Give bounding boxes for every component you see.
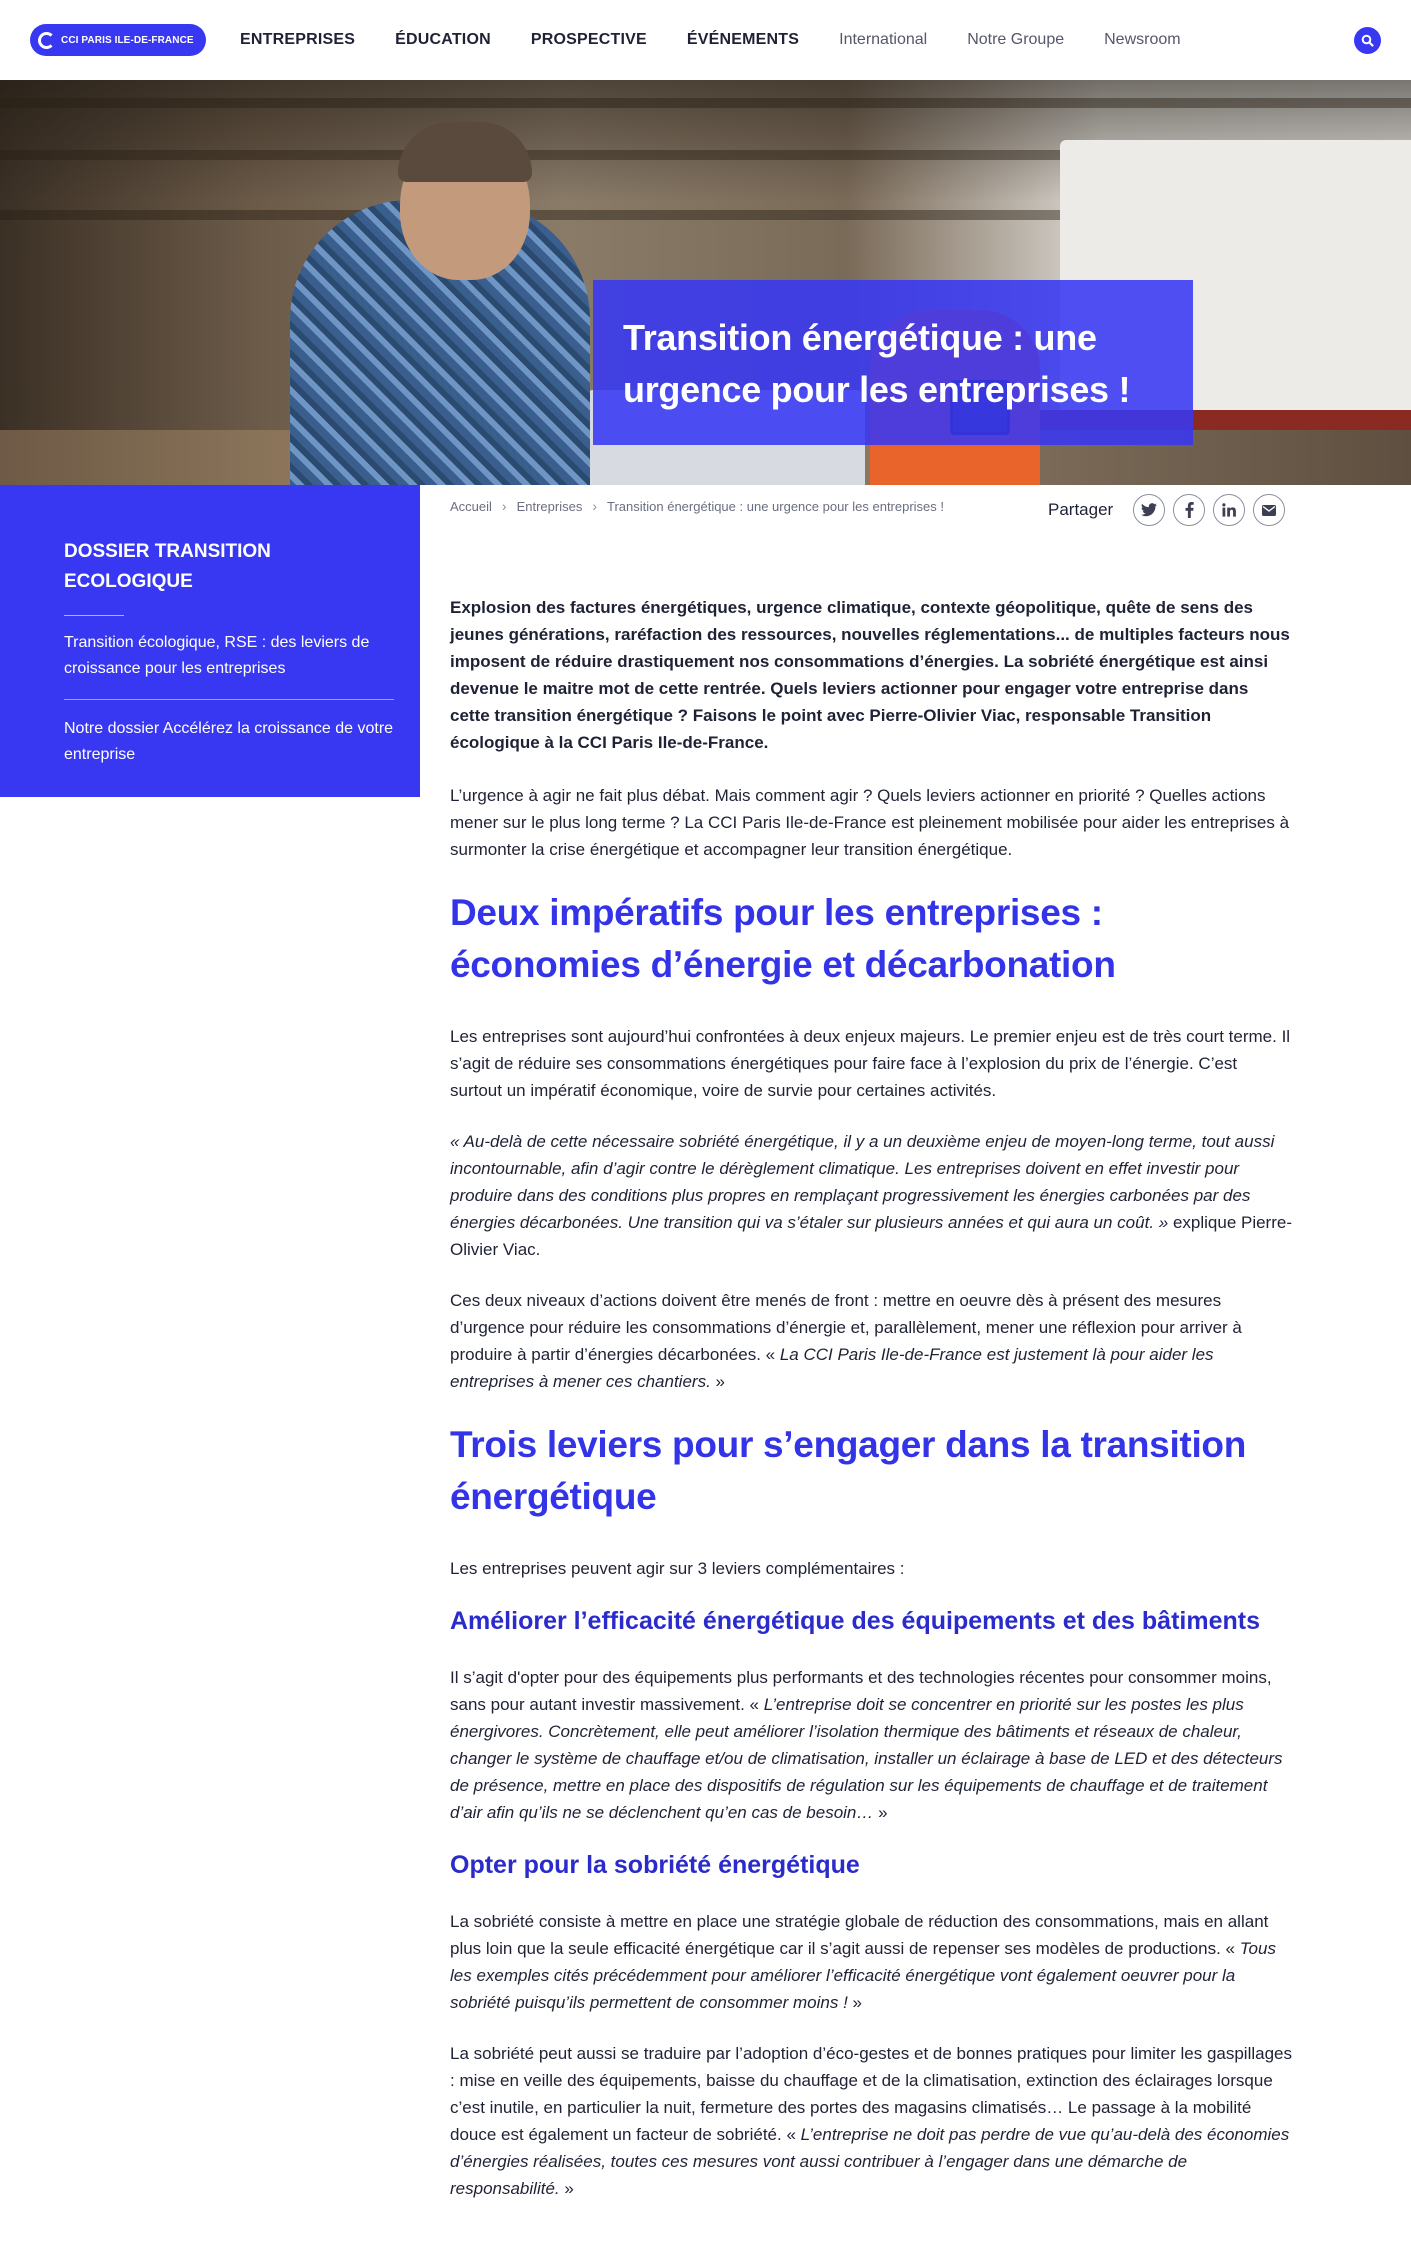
quote-close: »: [559, 2179, 574, 2198]
nav-entreprises[interactable]: ENTREPRISES: [240, 31, 356, 48]
nav-international[interactable]: International: [839, 31, 928, 48]
paragraph: Les entreprises peuvent agir sur 3 leviers complémentaires :: [450, 1559, 905, 1578]
paragraph-text: Ces deux niveaux d’actions doivent être menés de front : mettre en oeuvre dès à présent des mesures d’urgence pour réduire les consommations d’énergie et, parallèlement, mener une réflexion pour arriver à produire à partir d’énergies décarbonées. «: [450, 1291, 1242, 1364]
quote-close: »: [847, 1993, 862, 2012]
nav-education[interactable]: ÉDUCATION: [395, 31, 491, 48]
top-navigation: [0, 0, 1411, 80]
chevron-right-icon: ›: [592, 498, 598, 514]
sidebar-title: DOSSIER TRANSITION ECOLOGIQUE: [64, 541, 271, 592]
logo-text: CCI PARIS ILE-DE-FRANCE: [61, 34, 194, 46]
dossier-sidebar: [0, 485, 420, 797]
hero-photo-detail: [0, 98, 1411, 108]
breadcrumb-current: Transition énergétique : une urgence pour les entreprises !: [607, 498, 945, 514]
article-intro: L’urgence à agir ne fait plus débat. Mais comment agir ? Quels leviers actionner en priorité ? Quelles actions mener sur le plus long terme ? La CCI Paris Ile-de-France est pleinement mobilisée pour aider les entreprises à surmonter la crise énergétique et accompagner leur transition énergétique.: [450, 786, 1290, 859]
cci-logo-icon: [38, 32, 55, 49]
facebook-icon[interactable]: [1173, 494, 1205, 526]
chevron-right-icon: ›: [501, 498, 507, 514]
share-label: Partager: [1048, 500, 1114, 519]
facebook-glyph: [1185, 502, 1194, 518]
section-heading-imperatifs: Deux impératifs pour les entreprises : économies d’énergie et décarbonation: [450, 892, 1116, 985]
nav-notre-groupe[interactable]: Notre Groupe: [967, 31, 1065, 48]
hero-title-card: [593, 280, 1193, 445]
divider: [64, 615, 124, 616]
mail-icon[interactable]: [1253, 494, 1285, 526]
paragraph-text: La sobriété peut aussi se traduire par l’adoption d’éco-gestes et de bonnes pratiques pour limiter les gaspillages : mise en veille des équipements, baisse du chauffage et de la climatisation, extinction des éclairages lorsque c’est inutile, en particulier la nuit, fermeture des portes des magasins climatisés… Le passage à la mobilité douce est également un facteur de sobriété. «: [450, 2044, 1293, 2144]
paragraph: [450, 1664, 1292, 1826]
quote-attribution: explique Pierre-Olivier Viac.: [450, 1213, 1292, 1259]
paragraph: [450, 1908, 1292, 2016]
search-icon: [1361, 34, 1374, 47]
sidebar-link-croissance[interactable]: Notre dossier Accélérez la croissance de votre entreprise: [64, 720, 394, 763]
quote-text: L’entreprise doit se concentrer en priorité sur les postes les plus énergivores. Concrètement, elle peut améliorer l’isolation thermique des bâtiments et réseaux de chaleur, changer le système de chauffage et/ou de climatisation, installer un éclairage à base de LED et des détecteurs de présence, mettre en place des dispositifs de régulation sur les équipements de chauffage et de traitement d’air afin qu’ils ne se déclenchent qu’en cas de besoin…: [450, 1695, 1283, 1822]
divider: [64, 699, 394, 700]
mail-glyph: [1262, 505, 1276, 516]
nav-evenements[interactable]: ÉVÉNEMENTS: [686, 31, 800, 48]
nav-newsroom[interactable]: Newsroom: [1104, 31, 1181, 48]
sidebar-link-rse[interactable]: Transition écologique, RSE : des leviers de croissance pour les entreprises: [64, 634, 370, 677]
cci-logo[interactable]: [30, 24, 206, 56]
linkedin-glyph: [1222, 503, 1236, 517]
subheading-sobriete: Opter pour la sobriété énergétique: [450, 1851, 860, 1879]
twitter-glyph: [1141, 503, 1157, 517]
linkedin-icon[interactable]: [1213, 494, 1245, 526]
hero-photo-hair: [398, 122, 532, 182]
quote-close: »: [710, 1372, 725, 1391]
quote-text: L’entreprise ne doit pas perdre de vue qu’au-delà des économies d’énergies réalisées, toutes ces mesures vont aussi contribuer à l’engager dans une démarche de responsabilité.: [450, 2125, 1290, 2198]
nav-prospective[interactable]: PROSPECTIVE: [530, 31, 647, 48]
paragraph-text: Il s’agit d'opter pour des équipements plus performants et des technologies récentes pour consommer moins, sans pour autant investir massivement. «: [450, 1668, 1272, 1714]
twitter-icon[interactable]: [1133, 494, 1165, 526]
breadcrumb-accueil[interactable]: Accueil: [450, 498, 492, 514]
paragraph: [450, 1287, 1292, 1395]
page-title: Transition énergétique : une urgence pour les entreprises !: [623, 317, 1131, 410]
search-button[interactable]: [1354, 27, 1381, 54]
article-body: [450, 594, 1292, 2226]
quote-text: « Au-delà de cette nécessaire sobriété énergétique, il y a un deuxième enjeu de moyen-long terme, tout aussi incontournable, afin d’agir contre le dérèglement climatique. Les entreprises doivent en effet investir pour produire dans des conditions plus propres en remplaçant progressivement les énergies carbonées par des énergies décarbonées. Une transition qui va s’étaler sur plusieurs années et qui aura un coût. »: [450, 1132, 1275, 1232]
article-lead: Explosion des factures énergétiques, urgence climatique, contexte géopolitique, quête de sens des jeunes générations, raréfaction des ressources, nouvelles réglementations... de multiples facteurs nous imposent de réduire drastiquement nos consommations d’énergies. La sobriété énergétique est ainsi devenue le maitre mot de cette rentrée. Quels leviers actionner pour engager votre entreprise dans cette transition énergétique ? Faisons le point avec Pierre-Olivier Viac, responsable Transition écologique à la CCI Paris Ile-de-France.: [450, 598, 1290, 752]
section-heading-leviers: Trois leviers pour s’engager dans la transition énergétique: [450, 1424, 1247, 1517]
paragraph: Les entreprises sont aujourd’hui confrontées à deux enjeux majeurs. Le premier enjeu est de très court terme. Il s’agit de réduire ses consommations énergétiques pour faire face à l’explosion du prix de l’énergie. C’est surtout un impératif économique, voire de survie pour certaines activités.: [450, 1027, 1291, 1100]
quote-paragraph: [450, 1128, 1292, 1263]
quote-text: La CCI Paris Ile-de-France est justement là pour aider les entreprises à mener ces chantiers.: [450, 1345, 1214, 1391]
quote-text: Tous les exemples cités précédemment pour améliorer l’efficacité énergétique vont également oeuvrer pour la sobriété puisqu’ils permettent de consommer moins !: [450, 1939, 1276, 2012]
main-menu: [240, 28, 1181, 52]
breadcrumb-entreprises[interactable]: Entreprises: [516, 498, 583, 514]
subheading-efficacite: Améliorer l’efficacité énergétique des équipements et des bâtiments: [450, 1607, 1260, 1635]
quote-close: »: [873, 1803, 888, 1822]
hero-banner: [0, 80, 1411, 485]
share-bar: [1048, 494, 1285, 526]
breadcrumb: [450, 498, 944, 514]
paragraph-text: La sobriété consiste à mettre en place une stratégie globale de réduction des consommations, mais en allant plus loin que la seule efficacité énergétique car il s’agit aussi de repenser ses modèles de productions. «: [450, 1912, 1269, 1958]
paragraph: [450, 2040, 1292, 2202]
